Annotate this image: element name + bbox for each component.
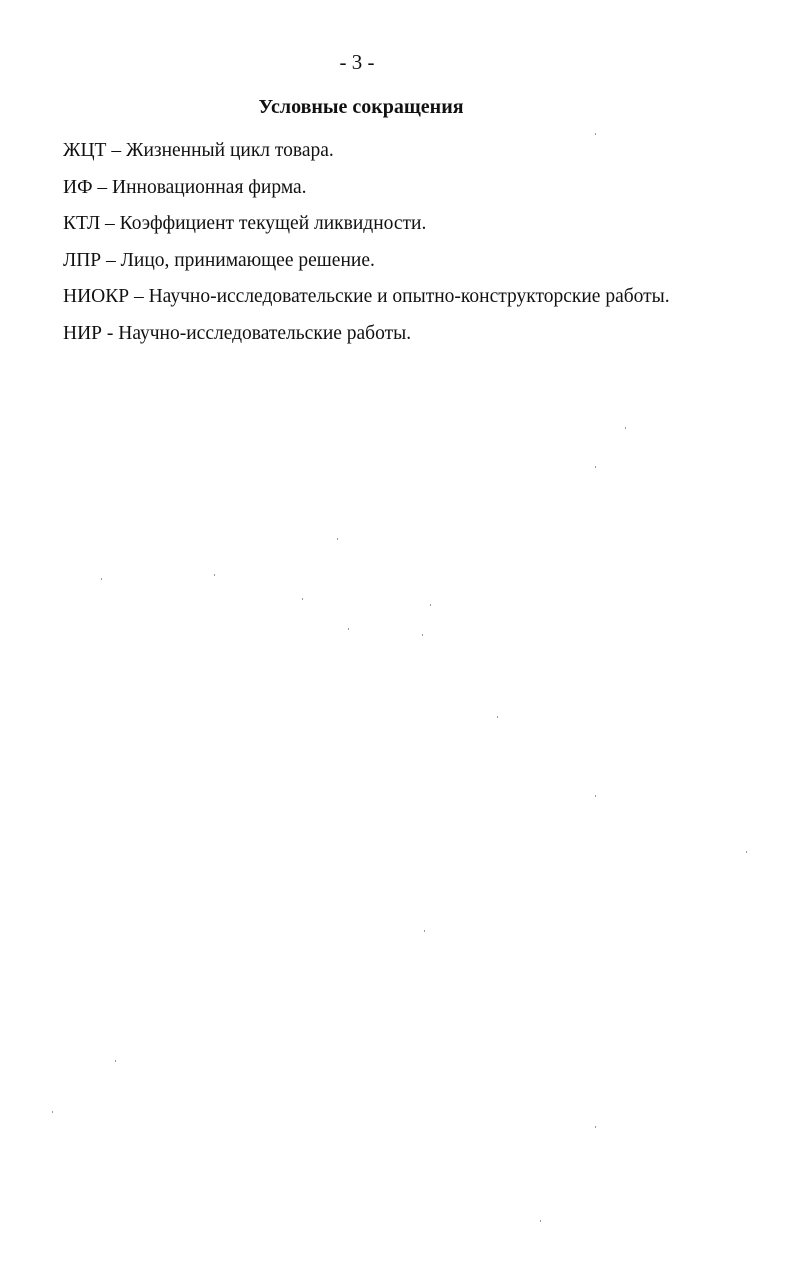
abbreviation-item: НИР - Научно-исследовательские работы. <box>63 322 412 344</box>
abbreviation-item: КТЛ – Коэффициент текущей ликвидности. <box>63 213 427 234</box>
scan-speck <box>52 1111 53 1113</box>
abbreviation-item: ИФ – Инновационная фирма. <box>63 176 307 198</box>
scan-speck <box>595 795 596 797</box>
scan-speck <box>101 578 102 580</box>
scan-speck <box>746 851 747 853</box>
scan-speck <box>595 466 596 468</box>
scan-speck <box>422 634 423 636</box>
page-number: - 3 - <box>339 50 375 74</box>
scan-speck <box>625 427 626 429</box>
abbreviation-item: НИОКР – Научно-исследовательские и опытно-конструкторские работы. <box>63 286 670 307</box>
scan-speck <box>302 598 303 600</box>
scan-speck <box>497 716 498 718</box>
scan-speck <box>595 133 596 135</box>
scan-speck <box>115 1060 116 1062</box>
abbreviation-item: ЛПР – Лицо, принимающее решение. <box>63 249 375 271</box>
abbreviation-list <box>63 139 763 358</box>
scan-speck <box>595 1126 596 1128</box>
scan-speck <box>424 930 425 932</box>
abbreviation-item: ЖЦТ – Жизненный цикл товара. <box>63 140 334 161</box>
scan-speck <box>540 1220 541 1222</box>
scan-speck <box>214 574 215 576</box>
scan-speck <box>348 628 349 630</box>
section-title: Условные сокращения <box>258 96 464 118</box>
scan-speck <box>337 538 338 540</box>
scan-speck <box>430 604 431 606</box>
